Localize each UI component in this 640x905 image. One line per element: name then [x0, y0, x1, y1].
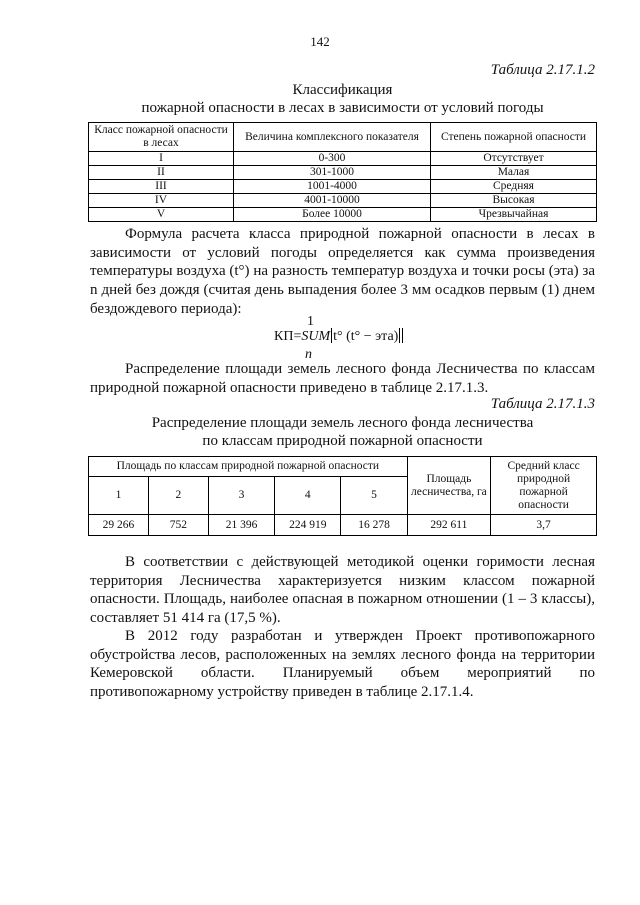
paragraph-methodology: В соответствии с действующей методикой оценки горимости лесная территория Лесничества характеризуется низким классом пожарной опасности. Площадь, наиболее опасная в пожарном отношении (1 – 3 классы), составляет 51 414 га (17,5 %). [90, 554, 595, 627]
page-number: 142 [310, 34, 330, 49]
paragraph-project-2012: В 2012 году разработан и утвержден Проект противопожарного обустройства лесов, расположенных на землях лесного фонда на территории Кемеровской области. Планируемый объем мероприятий по противопожарному устройству приведен в таблице 2.17.1.4. [90, 628, 595, 701]
class-number-cell: 4 [275, 477, 341, 515]
header-area-by-class: Площадь по классам природной пожарной опасности [89, 457, 408, 477]
degree-cell: Отсутствует [431, 152, 597, 166]
area-value-cell: 224 919 [275, 515, 341, 536]
table-header-row [89, 457, 597, 477]
formula-numerator: 1 [307, 314, 314, 329]
class-cell: I [89, 152, 234, 166]
table2-title-line2: по классам природной пожарной опасности [202, 433, 483, 449]
table-row [89, 166, 597, 180]
header-index-value: Величина комплексного показателя [234, 123, 431, 152]
class-number-cell: 3 [208, 477, 274, 515]
fire-danger-classification-table [88, 122, 597, 222]
class-cell: V [89, 208, 234, 222]
class-cell: II [89, 166, 234, 180]
area-value-cell: 752 [148, 515, 208, 536]
formula-sum: SUM [301, 329, 331, 344]
formula-lhs: КП= [274, 329, 302, 344]
formula-t: t° [333, 329, 343, 344]
fire-danger-formula [270, 314, 430, 364]
table-row [89, 515, 597, 536]
average-class-cell: 3,7 [491, 515, 597, 536]
header-class: Класс пожарной опасности в лесах [89, 123, 234, 152]
class-number-cell: 1 [89, 477, 149, 515]
formula-denominator: n [305, 347, 312, 362]
degree-cell: Средняя [431, 180, 597, 194]
header-danger-degree: Степень пожарной опасности [431, 123, 597, 152]
total-area-cell: 292 611 [407, 515, 490, 536]
paragraph-formula-description: Формула расчета класса природной пожарной опасности в лесах в зависимости от условий погоды определяется как сумма произведения температуры воздуха (t°) на разность температур воздуха и точки росы (эта) за n дней без дождя (считая день выпадения более 3 мм осадков первым (1) днем бездождевого периода): [90, 226, 595, 317]
area-value-cell: 21 396 [208, 515, 274, 536]
header-forestry-area: Площадь лесничества, га [407, 457, 490, 515]
table2-label: Таблица 2.17.1.3 [490, 396, 595, 412]
header-average-class: Средний класс природной пожарной опасности [491, 457, 597, 515]
degree-cell: Малая [431, 166, 597, 180]
class-cell: IV [89, 194, 234, 208]
table1-title-line1: Классификация [292, 82, 393, 98]
table1-label: Таблица 2.17.1.2 [490, 62, 595, 78]
table-row [89, 194, 597, 208]
index-cell: Более 10000 [234, 208, 431, 222]
paragraph-distribution-intro: Распределение площади земель лесного фонда Лесничества по классам природной пожарной опасности приведено в таблице 2.17.1.3. [90, 361, 595, 396]
formula-inner: (t° − эта) [346, 329, 399, 344]
area-value-cell: 16 278 [341, 515, 407, 536]
table-row [89, 208, 597, 222]
table-row [89, 152, 597, 166]
area-value-cell: 29 266 [89, 515, 149, 536]
degree-cell: Высокая [431, 194, 597, 208]
area-distribution-table [88, 456, 597, 536]
index-cell: 1001-4000 [234, 180, 431, 194]
index-cell: 301-1000 [234, 166, 431, 180]
table2-title-line1: Распределение площади земель лесного фонда лесничества [151, 415, 534, 431]
index-cell: 4001-10000 [234, 194, 431, 208]
degree-cell: Чрезвычайная [431, 208, 597, 222]
class-cell: III [89, 180, 234, 194]
class-number-cell: 5 [341, 477, 407, 515]
table-header-row [89, 123, 597, 152]
table1-title-line2: пожарной опасности в лесах в зависимости от условий погоды [141, 100, 544, 116]
table-row [89, 180, 597, 194]
class-number-cell: 2 [148, 477, 208, 515]
index-cell: 0-300 [234, 152, 431, 166]
